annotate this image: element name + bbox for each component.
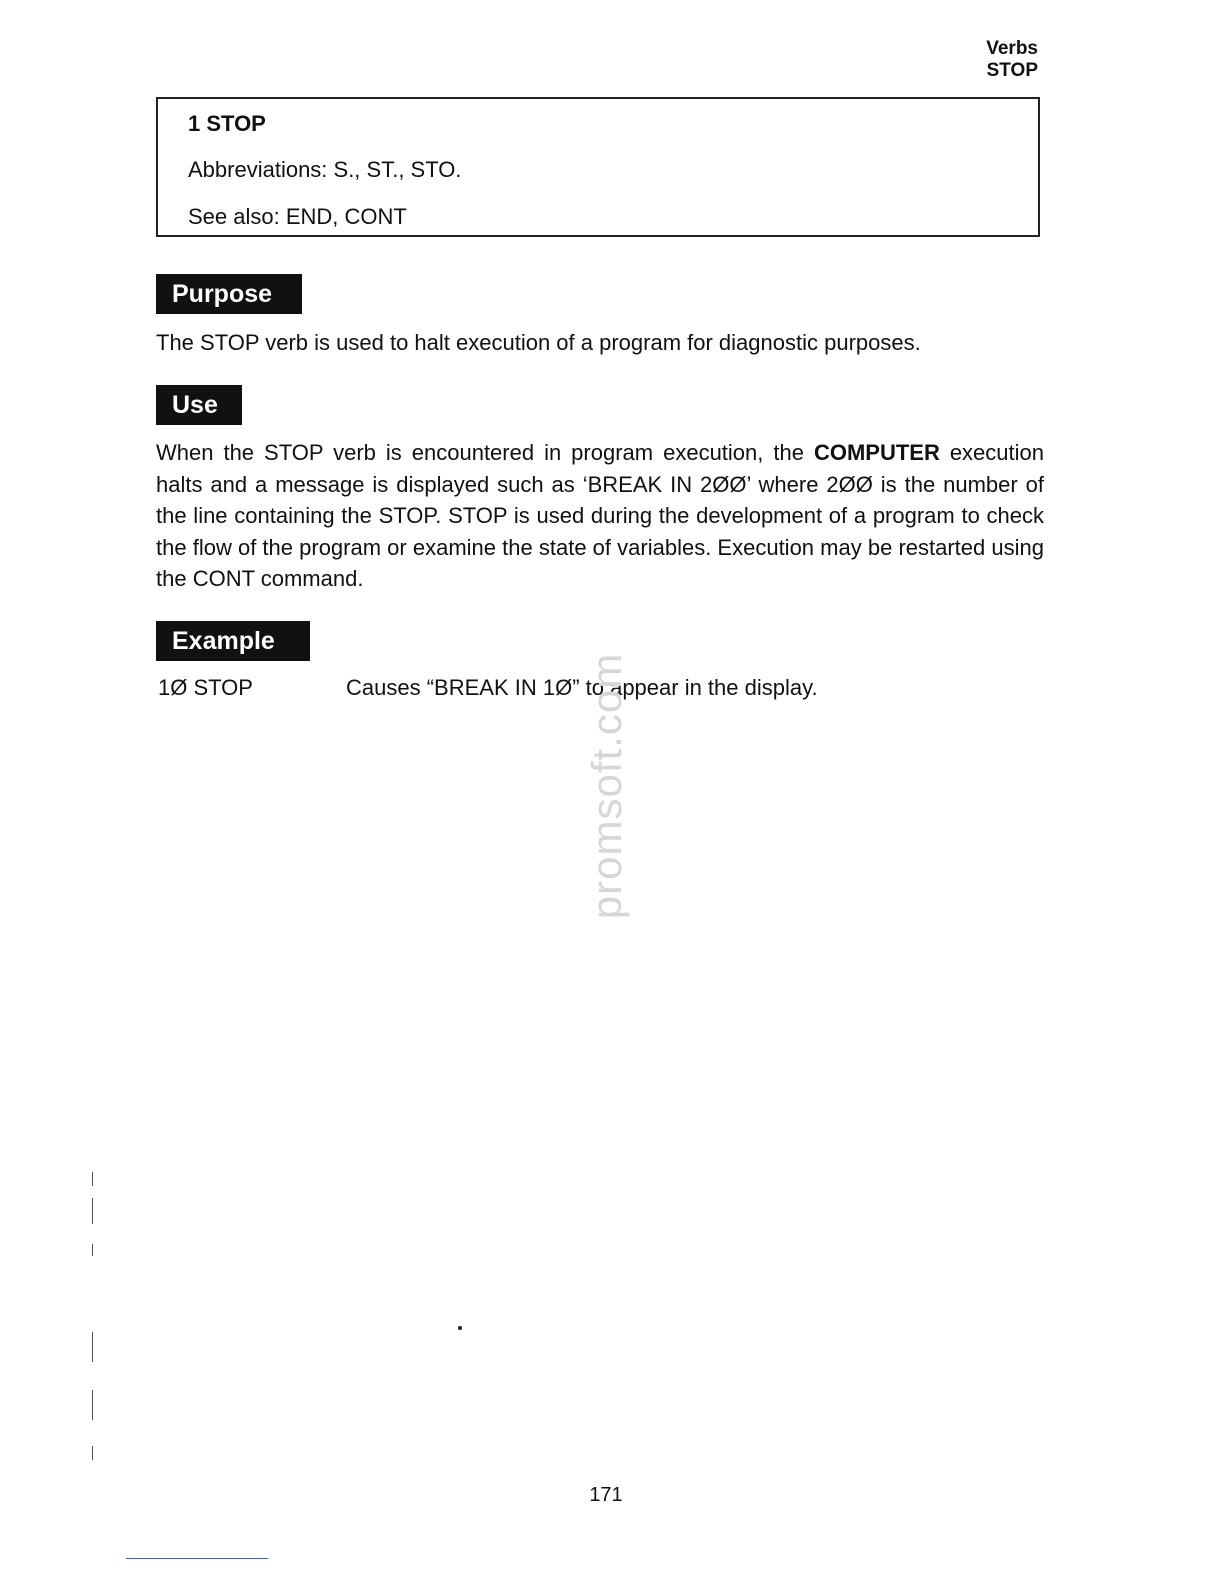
example-description: Causes “BREAK IN 1Ø” to appear in the display. — [346, 675, 818, 700]
bottom-rule — [126, 1558, 268, 1559]
example-heading: Example — [156, 621, 310, 661]
margin-mark — [92, 1172, 93, 1186]
stray-dot — [458, 1326, 462, 1330]
purpose-text: The STOP verb is used to halt execution of a program for diagnostic purposes. — [156, 330, 921, 355]
summary-box — [156, 97, 1040, 237]
margin-mark — [92, 1390, 93, 1420]
use-heading: Use — [156, 385, 242, 425]
example-code: 1Ø STOP — [158, 675, 253, 700]
summary-title: 1 STOP — [188, 111, 266, 136]
use-text-before: When the STOP verb is encountered in program execution, the — [156, 440, 814, 465]
running-head-section: Verbs — [986, 38, 1038, 59]
margin-mark — [92, 1332, 93, 1362]
use-text — [156, 437, 1044, 595]
summary-abbreviations: Abbreviations: S., ST., STO. — [188, 157, 462, 182]
use-text-after: execution halts and a message is displayed such as ‘BREAK IN 2ØØ’ where 2ØØ is the number of the line containing the STOP. STOP is used during the development of a program to check the flow of the program or examine the state of variables. Execution may be restarted using the CONT command. — [156, 440, 1044, 591]
use-text-bold: COMPUTER — [813, 440, 940, 465]
margin-mark — [92, 1244, 93, 1256]
purpose-heading: Purpose — [156, 274, 302, 314]
margin-mark — [92, 1446, 93, 1460]
page-number: 171 — [589, 1484, 623, 1506]
margin-mark — [92, 1198, 93, 1224]
running-head-topic: STOP — [986, 60, 1038, 81]
running-head — [986, 38, 1038, 82]
summary-see-also: See also: END, CONT — [188, 204, 407, 229]
watermark: promsoft.com — [583, 652, 630, 920]
